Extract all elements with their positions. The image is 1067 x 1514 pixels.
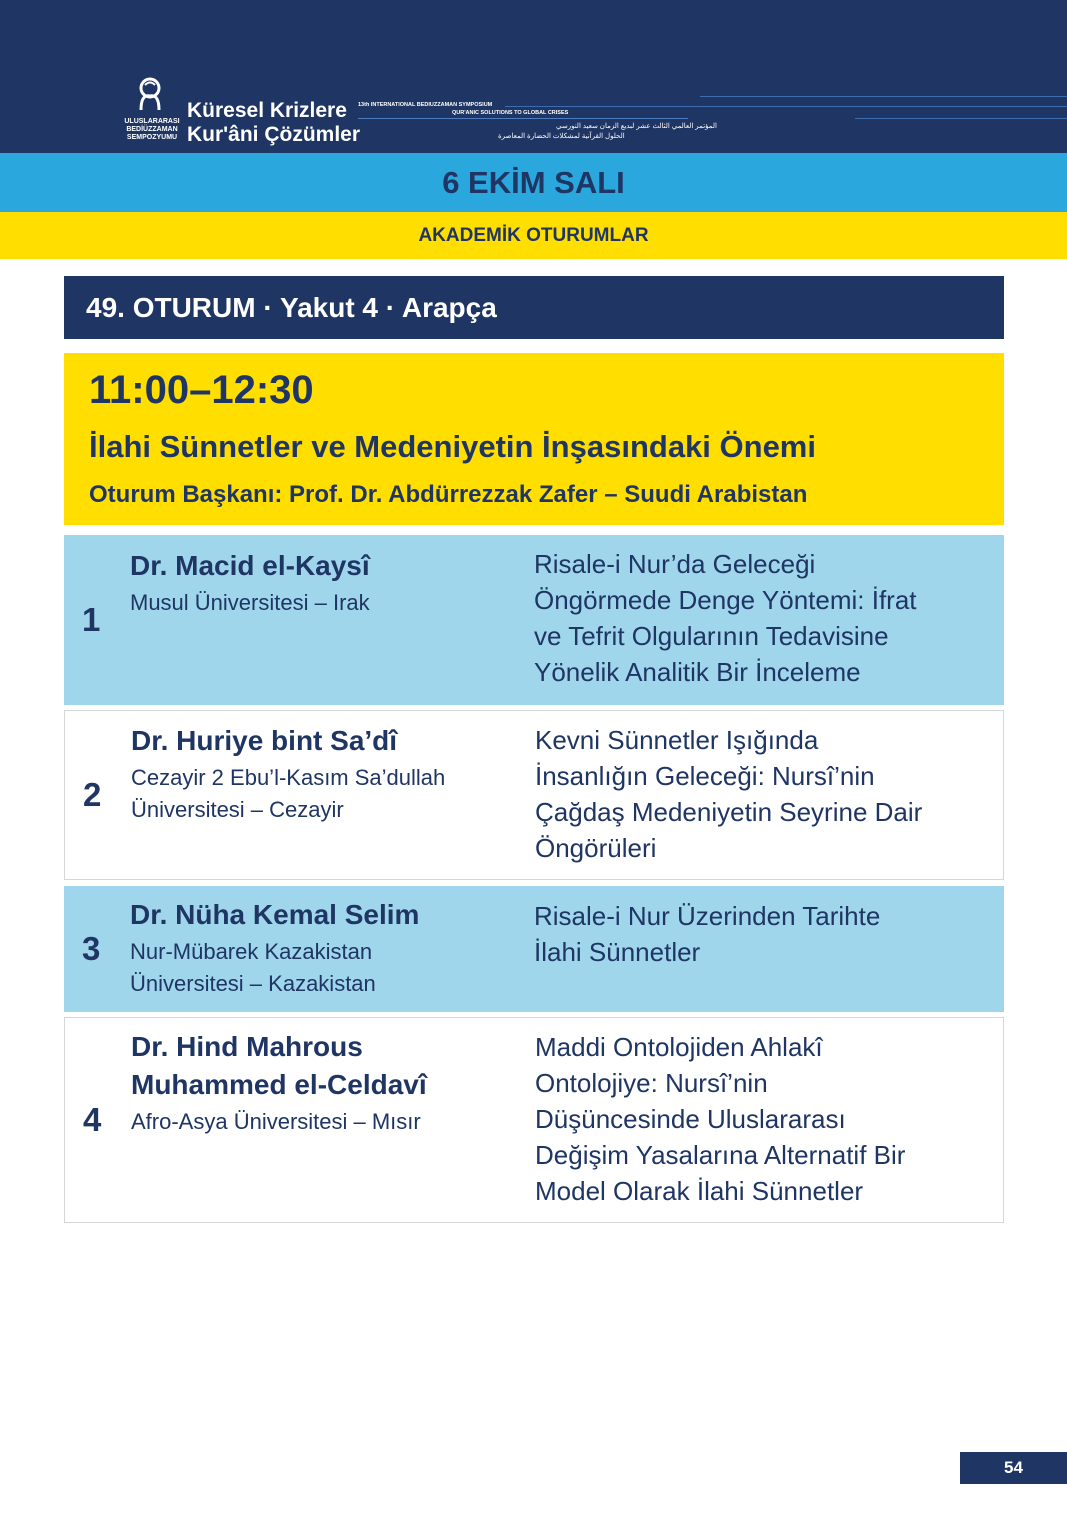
- talk-number: 3: [82, 930, 101, 967]
- category-title: AKADEMİK OTURUMLAR: [418, 224, 649, 246]
- logo-subtitle: [122, 118, 182, 142]
- slot-title: İlahi Sünnetler ve Medeniyetin İnşasındaki Önemi: [89, 429, 816, 464]
- time-slot-box: [64, 353, 1004, 525]
- talk-row: [64, 535, 1004, 705]
- speaker-block: [131, 1028, 511, 1138]
- speaker-name: [131, 1028, 511, 1104]
- speaker-block: [130, 896, 510, 1000]
- symposium-logo-icon: [133, 76, 167, 112]
- talk-row: [64, 710, 1004, 880]
- talk-number: 2: [83, 776, 102, 813]
- tagline-ar-2: الحلول القرآنية لمشكلات الحضارة المعاصرة: [498, 133, 625, 140]
- name-line: Muhammed el-Celdavî: [131, 1069, 427, 1100]
- topic-line: Öngörüleri: [535, 833, 657, 863]
- logo-sub-line: SEMPOZYUMU: [126, 134, 178, 141]
- topic-line: Risale-i Nur’da Geleceği: [534, 549, 816, 579]
- talk-topic: [535, 1029, 990, 1209]
- name-line: Dr. Hind Mahrous: [131, 1031, 363, 1062]
- talk-topic: [534, 898, 989, 970]
- affiliation-line: Üniversitesi – Kazakistan: [130, 971, 376, 996]
- page-number: 54: [1004, 1458, 1023, 1477]
- affiliation-line: Üniversitesi – Cezayir: [131, 797, 344, 822]
- session-title: 49. OTURUM · Yakut 4 · Arapça: [86, 291, 497, 323]
- speaker-name: Dr. Nüha Kemal Selim: [130, 899, 420, 930]
- topic-line: Çağdaş Medeniyetin Seyrine Dair: [535, 797, 923, 827]
- topic-line: Düşüncesinde Uluslararası: [535, 1104, 846, 1134]
- tagline-en-2: QUR'ANIC SOLUTIONS TO GLOBAL CRISES: [452, 110, 569, 116]
- topic-line: Değişim Yasalarına Alternatif Bir: [535, 1140, 906, 1170]
- talk-row: [64, 886, 1004, 1012]
- logo-sub-line: ULUSLARARASI: [124, 118, 180, 125]
- talk-number: 4: [83, 1101, 102, 1138]
- talk-number: 1: [82, 601, 101, 638]
- topic-line: Risale-i Nur Üzerinden Tarihte: [534, 901, 881, 931]
- speaker-affiliation: Musul Üniversitesi – Irak: [130, 590, 370, 615]
- tagline-ar-1: المؤتمر العالمي الثالث عشر لبديع الزمان سعيد النورسي: [556, 123, 717, 130]
- time-range: 11:00–12:30: [89, 368, 314, 412]
- speaker-name: Dr. Huriye bint Sa’dî: [131, 725, 398, 756]
- topic-line: ve Tefrit Olgularının Tedavisine: [534, 621, 889, 651]
- logo-title-line: Küresel Krizlere: [187, 99, 347, 122]
- day-title: 6 EKİM SALI: [442, 164, 625, 200]
- page-number-box: [960, 1452, 1067, 1484]
- topic-line: Yönelik Analitik Bir İnceleme: [534, 657, 861, 687]
- topic-line: Maddi Ontolojiden Ahlakî: [535, 1032, 823, 1062]
- tagline-en-1: 13th INTERNATIONAL BEDIUZZAMAN SYMPOSIUM: [358, 102, 493, 108]
- session-header: [64, 276, 1004, 339]
- topic-line: Ontolojiye: Nursî’nin: [535, 1068, 768, 1098]
- session-chair: Oturum Başkanı: Prof. Dr. Abdürrezzak Zafer – Suudi Arabistan: [89, 481, 808, 508]
- category-band: [0, 212, 1067, 259]
- speaker-affiliation: [131, 762, 511, 826]
- affiliation-line: Nur-Mübarek Kazakistan: [130, 939, 373, 964]
- speaker-block: [131, 722, 511, 826]
- topic-line: Model Olarak İlahi Sünnetler: [535, 1176, 864, 1206]
- topic-line: Öngörmede Denge Yöntemi: İfrat: [534, 585, 917, 615]
- talk-topic: [534, 546, 989, 690]
- logo-title-line: Kur'âni Çözümler: [187, 123, 361, 146]
- speaker-affiliation: Afro-Asya Üniversitesi – Mısır: [131, 1109, 421, 1134]
- day-band: [0, 153, 1067, 212]
- talk-row: [64, 1017, 1004, 1223]
- logo-sub-line: BEDİÜZZAMAN: [126, 126, 178, 133]
- talk-topic: [535, 722, 990, 866]
- affiliation-line: Cezayir 2 Ebu’l-Kasım Sa’dullah: [131, 765, 446, 790]
- header-banner: [0, 0, 1067, 153]
- speaker-affiliation: [130, 936, 510, 1000]
- topic-line: İnsanlığın Geleceği: Nursî’nin: [535, 761, 875, 791]
- topic-line: Kevni Sünnetler Işığında: [535, 725, 819, 755]
- logo-title: [187, 99, 360, 147]
- topic-line: İlahi Sünnetler: [534, 937, 701, 967]
- speaker-block: [130, 547, 510, 619]
- speaker-name: Dr. Macid el-Kaysî: [130, 550, 370, 581]
